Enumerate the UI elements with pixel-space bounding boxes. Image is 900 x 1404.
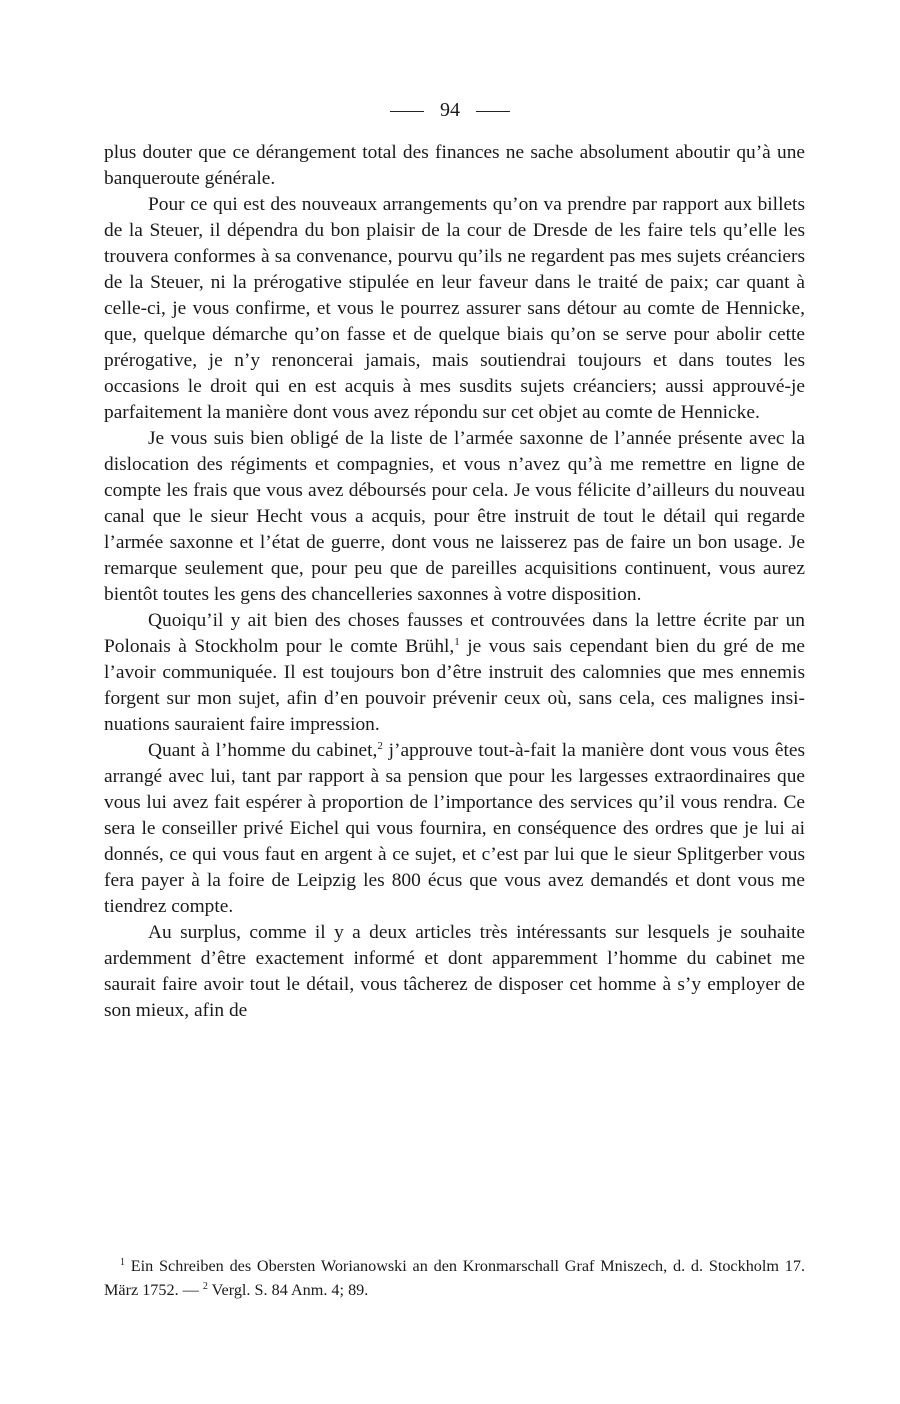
paragraph-text: Quoiqu’il y ait bien des choses fausses et controuvées dans la lettre écrite par un Polonais à Stockholm pour le comte Brühl, bbox=[104, 610, 805, 657]
paragraph-text: j’approuve tout-à-fait la manière dont vous vous êtes arrangé avec lui, tant par rapport à sa pension que pour les largesses extraordinaires que vous lui avez fait espérer à proportion de l’importance des services qu’il vous rendra. Ce sera le conseiller privé Eichel qui vous fournira, en conséquence des ordres que je lui ai donnés, ce qui vous faut en argent à ce sujet, et c’est par lui que le sieur Splitgerber vous fera payer à la foire de Leipzig les 800 écus que vous avez demandés et dont vous me tiendrez compte. bbox=[104, 740, 805, 917]
footnote-text: Vergl. S. 84 Anm. 4; 89. bbox=[207, 1281, 369, 1299]
footnote-reference: 2 bbox=[377, 740, 383, 752]
paragraph-steuer: Pour ce qui est des nouveaux arrangements qu’on va prendre par rapport aux billets de la Steuer, il dépendra du bon plaisir de la cour de Dresde de les faire tels qu’elle les trouvera conformes à sa convenance, pourvu qu’ils ne regardent pas mes sujets créanciers de la Steuer, ni la prérogative stipulée en leur faveur dans le traité de paix; car quant à celle-ci, je vous confirme, et vous le pourrez assurer sans détour au comte de Hennicke, que, quelque démarche qu’on fasse et de quelque biais qu’on se serve pour abolir cette prérogative, je n’y renoncerai jamais, mais soutiendrai toujours et dans toutes les occasions le droit qui en est acquis à mes susdits sujets créanciers; aussi approuvé-je parfaitement la manière dont vous avez répondu sur cet objet au comte de Hennicke. bbox=[104, 194, 805, 423]
paragraph-saxon-army: Je vous suis bien obligé de la liste de l’armée saxonne de l’année présente avec la dislocation des régiments et compagnies, et vous n’avez qu’à me remettre en ligne de compte les frais que vous avez déboursés pour cela. Je vous félicite d’ailleurs du nouveau canal que le sieur Hecht vous a acquis, pour être instruit de tout le détail qui regarde l’armée saxonne et l’état de guerre, dont vous ne laisserez pas de faire un bon usage. Je remarque seulement que, pour peu que de pareilles acquisitions continuent, vous aurez bientôt toutes les gens des chancelleries saxonnes à votre disposition. bbox=[104, 428, 805, 605]
footnote-reference: 1 bbox=[454, 636, 460, 648]
footnote-mark: 2 bbox=[202, 1281, 208, 1292]
paragraph-text: Quant à l’homme du cabinet, bbox=[148, 740, 378, 761]
footnote-text: Ein Schreiben des Obersten Worianowski an den Kronmarschall Graf Mniszech, d. d. Stockholm 17. März 1752. — bbox=[104, 1257, 805, 1299]
paragraph-continued: plus douter que ce dérangement total des finances ne sache absolument aboutir qu’à une banqueroute générale. bbox=[104, 142, 805, 189]
paragraph-surplus: Au surplus, comme il y a deux articles très intéressants sur lesquels je souhaite ardemment d’être exactement informé et dont apparemment l’homme du cabinet me saurait faire avoir tout le détail, vous tâcherez de disposer cet homme à s’y employer de son mieux, afin de bbox=[104, 922, 805, 1021]
footnote-mark: 1 bbox=[120, 1257, 125, 1268]
header-dash-left bbox=[390, 111, 424, 112]
page-number: 94 bbox=[440, 99, 460, 121]
body-text bbox=[104, 140, 805, 1024]
page-header bbox=[0, 96, 900, 124]
footnotes bbox=[104, 1254, 805, 1302]
paragraph-text: je vous sais cependant bien du gré de me l’avoir communiquée. Il est toujours bon d’être instruit des calomnies que mes ennemis forgent sur mon sujet, afin d’en pouvoir prévenir ceux où, sans cela, ces malignes insinuations sauraient faire impression. bbox=[104, 636, 806, 735]
paragraph-cabinet-man bbox=[104, 738, 805, 920]
header-dash-right bbox=[476, 111, 510, 112]
footnote-line bbox=[104, 1254, 805, 1302]
paragraph-stockholm-letter bbox=[104, 608, 805, 738]
